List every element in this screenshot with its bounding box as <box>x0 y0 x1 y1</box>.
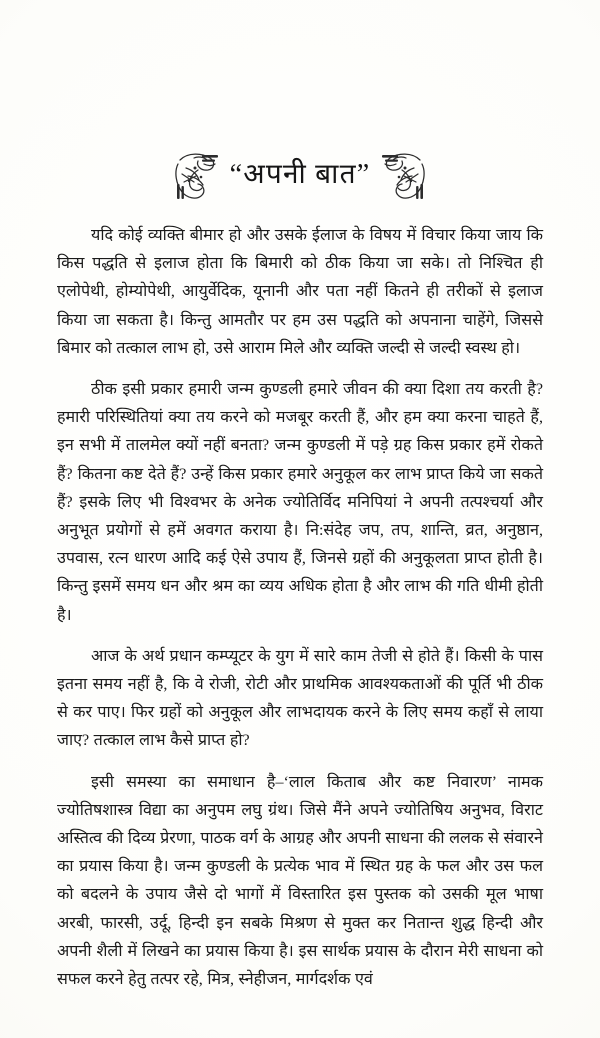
floral-scroll-ornament-left <box>168 146 226 206</box>
floral-scroll-ornament-right <box>374 146 432 206</box>
body-text-column <box>57 222 543 994</box>
page-title-block <box>57 140 543 212</box>
paragraph-2: ठीक इसी प्रकार हमारी जन्म कुण्डली हमारे जीवन की क्या दिशा तय करती है? हमारी परिस्थितियां क्या तय करने को मजबूर करती हैं, और हम क्या करना चाहते हैं, इन सभी में तालमेल क्यों नहीं बनता? जन्म कुण्डली में पड़े ग्रह किस प्रकार हमें रोकते हैं? कितना कष्ट देते हैं? उन्हें किस प्रकार हमारे अनुकूल कर लाभ प्राप्त किये जा सकते हैं? इसके लिए भी विश्वभर के अनेक ज्योतिर्विद मनिपियां ने अपनी तत्पश्चर्या और अनुभूत प्रयोगों से हमें अवगत कराया है। नि:संदेह जप, तप, शान्ति, व्रत, अनुष्ठान, उपवास, रत्न धारण आदि कई ऐसे उपाय हैं, जिनसे ग्रहों की अनुकूलता प्राप्त होती है। किन्तु इसमें समय धन और श्रम का व्यय अधिक होता है और लाभ की गति धीमी होती है। <box>57 381 543 624</box>
page-title: “अपनी बात” <box>229 159 371 190</box>
paragraph-3: आज के अर्थ प्रधान कम्प्यूटर के युग में सारे काम तेजी से होते हैं। किसी के पास इतना समय नहीं है, कि वे रोजी, रोटी और प्राथमिक आवश्यकताओं की पूर्ति भी ठीक से कर पाए। फिर ग्रहों को अनुकूल और लाभदायक करने के लिए समय कहाँ से लाया जाए? तत्काल लाभ कैसे प्राप्त हो? <box>57 647 543 750</box>
paragraph-4: इसी समस्या का समाधान है–‘लाल किताब और कष्ट निवारण’ नामक ज्योतिषशास्त्र विद्या का अनुपम लघु ग्रंथ। जिसे मैंने अपने ज्योतिषिय अनुभव, विराट अस्तित्व की दिव्य प्रेरणा, पाठक वर्ग के आग्रह और अपनी साधना की ललक से संवारने का प्रयास किया है। जन्म कुण्डली के प्रत्येक भाव में स्थित ग्रह के फल और उस फल को बदलने के उपाय जैसे दो भागों में विस्तारित इस पुस्तक को उसकी मूल भाषा अरबी, फारसी, उर्दू, हिन्दी इन सबके मिश्रण से मुक्त कर नितान्त शुद्ध हिन्दी और अपनी शैली में लिखने का प्रयास किया है। इस सार्थक प्रयास के दौरान मेरी साधना को सफल करने हेतु तत्पर रहे, मित्र, स्नेहीजन, मार्गदर्शक एवं <box>57 773 543 989</box>
paragraph-1: यदि कोई व्यक्ति बीमार हो और उसके ईलाज के विषय में विचार किया जाय कि किस पद्धति से इलाज होता कि बिमारी को ठीक किया जा सके। तो निश्चित ही एलोपेथी, होम्योपेथी, आयुर्वेदिक, यूनानी और पता नहीं कितने ही तरीकों से इलाज किया जा सकता है। किन्तु आमतौर पर हम उस पद्धति को अपनाना चाहेंगे, जिससे बिमार को तत्काल लाभ हो, उसे आराम मिले और व्यक्ति जल्दी से जल्दी स्वस्थ हो। <box>57 227 543 357</box>
page-content-area <box>57 0 543 1038</box>
